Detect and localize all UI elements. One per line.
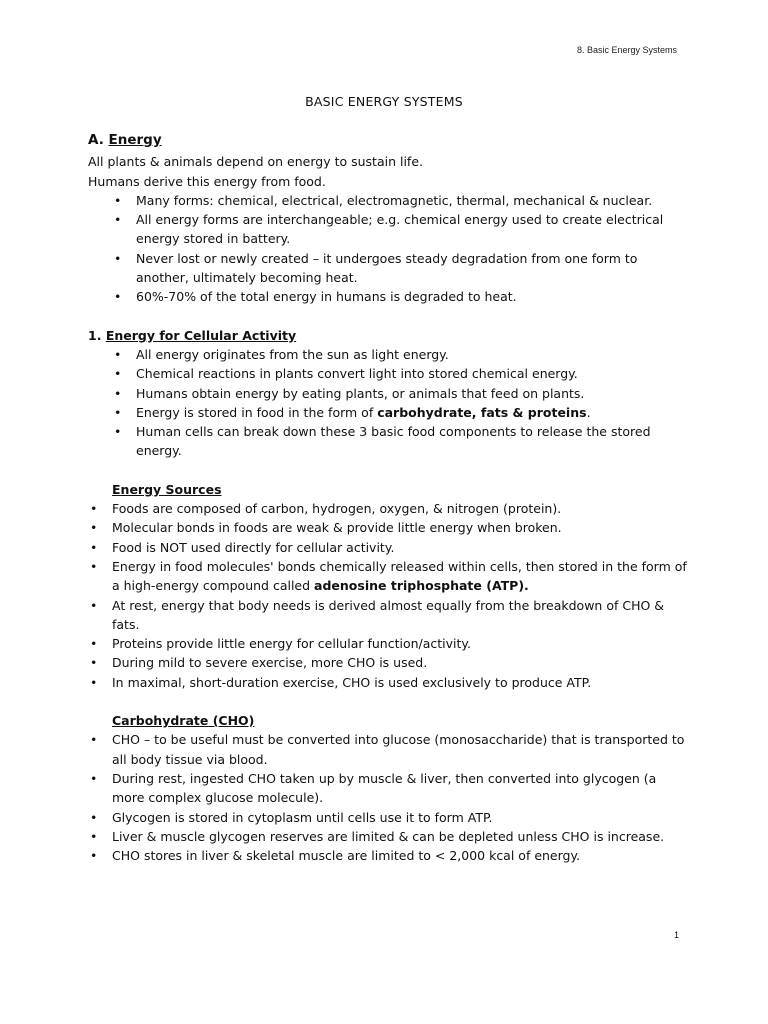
list-item-text: .	[586, 404, 591, 420]
running-header: 8. Basic Energy Systems	[576, 45, 677, 55]
list-item	[90, 827, 688, 846]
list-item-text: At rest, energy that body needs is derived almost equally from the breakdown of CHO & fats.	[112, 597, 665, 632]
list-item	[90, 557, 688, 596]
list-item-text: All energy originates from the sun as light energy.	[136, 346, 449, 362]
bullet-glyph: •	[90, 848, 98, 864]
bullet-glyph: •	[114, 212, 122, 228]
list-item-text: Humans obtain energy by eating plants, or animals that feed on plants.	[136, 385, 585, 401]
bullet-glyph: •	[90, 636, 98, 652]
emphasis-nutrients: carbohydrate, fats & proteins	[377, 404, 587, 420]
list-item-text: CHO – to be useful must be converted into glucose (monosaccharide) that is transported to all body tissue via blood.	[112, 732, 685, 767]
bullet-glyph: •	[90, 655, 98, 671]
list-item	[90, 653, 688, 672]
section-1-heading-text: Energy for Cellular Activity	[105, 327, 297, 343]
bullet-glyph: •	[90, 501, 98, 517]
list-item	[114, 249, 688, 288]
list-item-text: During rest, ingested CHO taken up by muscle & liver, then converted into glycogen (a more complex glucose molecule).	[112, 770, 657, 806]
section-1-prefix: 1.	[88, 327, 106, 343]
list-item-text: Glycogen is stored in cytoplasm until cells use it to form ATP.	[112, 809, 493, 825]
carbohydrate-heading-suffix: (CHO)	[208, 713, 255, 729]
list-item	[114, 422, 688, 461]
list-item	[114, 287, 688, 306]
list-item	[114, 403, 688, 422]
bullet-glyph: •	[90, 597, 98, 613]
list-item-text: Many forms: chemical, electrical, electromagnetic, thermal, mechanical & nuclear.	[136, 192, 653, 208]
carbohydrate-heading-text: Carbohydrate	[112, 713, 209, 729]
list-item-text: During mild to severe exercise, more CHO is used.	[112, 655, 428, 671]
section-a-heading-text: Energy	[108, 132, 162, 148]
section-a-bullet-list	[88, 191, 688, 307]
list-item-text: CHO stores in liver & skeletal muscle are limited to < 2,000 kcal of energy.	[112, 848, 581, 864]
bullet-glyph: •	[90, 809, 98, 825]
list-item-text: 60%-70% of the total energy in humans is degraded to heat.	[136, 289, 517, 305]
document-body	[88, 131, 688, 865]
list-item	[90, 518, 688, 537]
bullet-glyph: •	[90, 828, 98, 844]
list-item	[114, 191, 688, 210]
list-item-text: Chemical reactions in plants convert light into stored chemical energy.	[136, 366, 578, 382]
list-item	[90, 538, 688, 557]
list-item-text: Energy is stored in food in the form of	[136, 404, 378, 420]
section-a-heading	[88, 131, 688, 150]
bullet-glyph: •	[90, 539, 98, 555]
section-1-bullet-list	[88, 345, 688, 461]
list-item-text: Liver & muscle glycogen reserves are limited & can be depleted unless CHO is increase.	[112, 828, 665, 844]
list-item	[114, 345, 688, 364]
spacer	[88, 307, 688, 326]
list-item	[90, 673, 688, 692]
bullet-glyph: •	[90, 732, 98, 748]
list-item-text: In maximal, short-duration exercise, CHO is used exclusively to produce ATP.	[112, 674, 592, 690]
list-item	[114, 210, 688, 249]
bullet-glyph: •	[90, 770, 98, 786]
list-item-text: Human cells can break down these 3 basic food components to release the stored energy.	[136, 424, 651, 459]
bullet-glyph: •	[114, 346, 122, 362]
bullet-glyph: •	[114, 289, 122, 305]
list-item	[114, 384, 688, 403]
list-item	[90, 846, 688, 865]
list-item	[90, 596, 688, 635]
spacer	[88, 461, 688, 480]
bullet-glyph: •	[90, 674, 98, 690]
section-a-prefix: A.	[88, 132, 109, 148]
list-item	[90, 808, 688, 827]
list-item-text: Proteins provide little energy for cellular function/activity.	[112, 636, 472, 652]
list-item	[90, 499, 688, 518]
bullet-glyph: •	[114, 250, 122, 266]
list-item	[90, 769, 688, 808]
bullet-glyph: •	[114, 385, 122, 401]
carbohydrate-bullet-list	[88, 730, 688, 865]
energy-sources-heading: Energy Sources	[112, 481, 222, 497]
bullet-glyph: •	[114, 404, 122, 420]
list-item-text: Food is NOT used directly for cellular activity.	[112, 539, 395, 555]
bullet-glyph: •	[90, 520, 98, 536]
document-title: BASIC ENERGY SYSTEMS	[305, 94, 463, 109]
section-1-heading	[88, 326, 688, 345]
list-item-text: Foods are composed of carbon, hydrogen, oxygen, & nitrogen (protein).	[112, 501, 562, 517]
list-item	[90, 730, 688, 769]
list-item-text: Never lost or newly created – it undergoes steady degradation from one form to another, ultimately becoming heat.	[136, 250, 638, 286]
spacer	[88, 692, 688, 711]
energy-sources-bullet-list	[88, 499, 688, 692]
page-number: 1	[673, 930, 679, 940]
list-item	[114, 364, 688, 383]
bullet-glyph: •	[114, 192, 122, 208]
bullet-glyph: •	[114, 424, 122, 440]
section-a-intro-1: All plants & animals depend on energy to sustain life.	[88, 154, 423, 170]
bullet-glyph: •	[90, 558, 98, 574]
emphasis-atp: adenosine triphosphate (ATP).	[314, 578, 529, 594]
list-item-text: All energy forms are interchangeable; e.g. chemical energy used to create electrical energy stored in battery.	[136, 212, 664, 247]
list-item-text: Energy in food molecules' bonds chemically released within cells, then stored in the form of a high-energy compound called	[112, 558, 687, 594]
carbohydrate-heading	[112, 711, 688, 730]
section-a-intro-2: Humans derive this energy from food.	[88, 173, 326, 189]
bullet-glyph: •	[114, 366, 122, 382]
list-item-text: Molecular bonds in foods are weak & provide little energy when broken.	[112, 520, 562, 536]
list-item	[90, 634, 688, 653]
